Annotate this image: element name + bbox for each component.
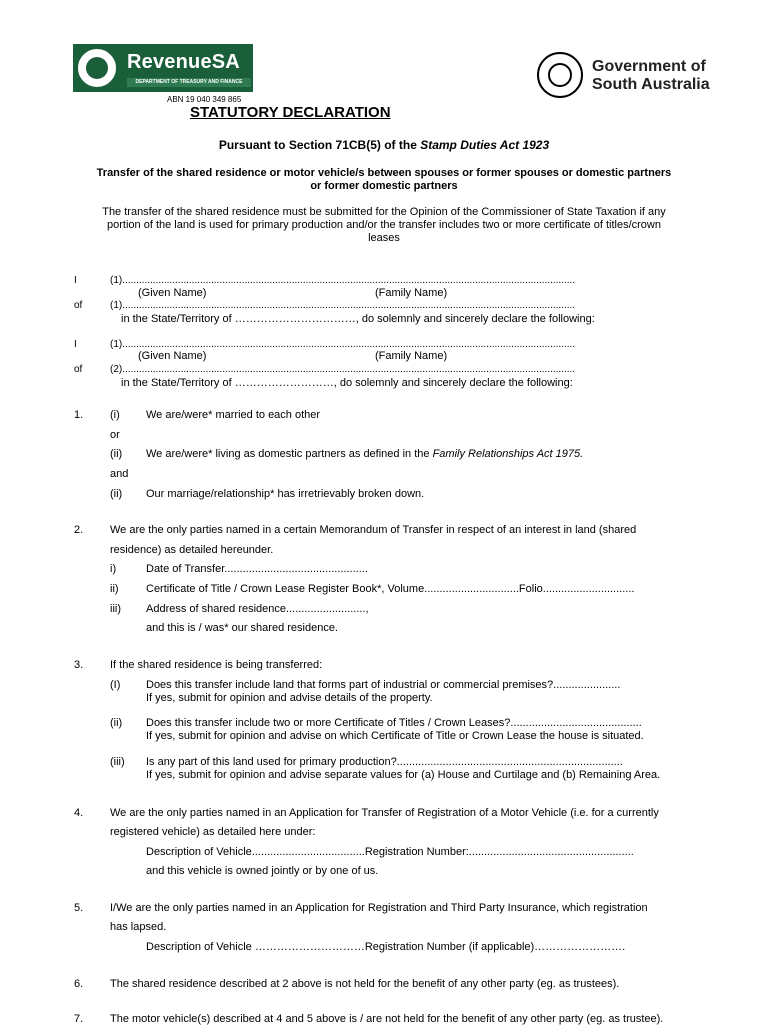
s4-line4: and this vehicle is owned jointly or by one of us. (146, 865, 379, 877)
s2-number: 2. (74, 524, 84, 536)
s1-iii-text: Our marriage/relationship* has irretrievably broken down. (146, 488, 425, 500)
s2-line2: residence) as detailed hereunder. (110, 544, 274, 556)
s6-line1: The shared residence described at 2 above is not held for the benefit of any other party (eg. as trustees). (110, 978, 620, 990)
s3-c-label: (iii) (110, 756, 125, 768)
government-seal-icon (537, 52, 583, 98)
s1-iii-label: (ii) (110, 488, 123, 500)
intro-line2: portion of the land is used for primary production and/or the transfer includes two or more certificate of titles/crown (107, 219, 661, 231)
s5-number: 5. (74, 902, 84, 914)
s2-c-text2: and this is / was* our shared residence. (146, 622, 338, 634)
s3-number: 3. (74, 659, 84, 671)
pursuant-line (0, 138, 768, 153)
s1-number: 1. (74, 409, 84, 421)
s5-line2: has lapsed. (110, 921, 167, 933)
s3-c-line1[interactable]: Is any part of this land used for primary production?.......................................................................... (146, 756, 623, 768)
s1-ii-act: Family Relationships Act 1975. (432, 448, 584, 460)
s2-c-label: iii) (110, 603, 121, 615)
s1-i-text: We are/were* married to each other (146, 409, 321, 421)
s7-line1: The motor vehicle(s) described at 4 and 5 above is / are not held for the benefit of any other party (eg. as trustee). (110, 1013, 664, 1025)
s1-i-label: (i) (110, 409, 120, 421)
s5-vehicle-field[interactable]: Description of Vehicle …………………………Registration Number (if applicable)……………………. (146, 941, 626, 953)
s3-intro: If the shared residence is being transferred: (110, 659, 323, 671)
s3-b-label: (ii) (110, 717, 123, 729)
s2-certificate-field[interactable]: Certificate of Title / Crown Lease Register Book*, Volume...............................Folio.............................. (146, 583, 635, 595)
declarant2-state-line: in the State/Territory of ………………………, do solemnly and sincerely declare the following: (121, 377, 573, 389)
revenuesa-logo-text: RevenueSA (127, 51, 240, 73)
s1-ii-label: (ii) (110, 448, 123, 460)
s4-number: 4. (74, 807, 84, 819)
south-australia-seal-icon (76, 47, 118, 89)
s1-ii-prefix: We are/were* living as domestic partners as defined in the (146, 448, 433, 460)
declarant1-i-label: I (74, 275, 77, 286)
gov-line2: South Australia (592, 76, 710, 93)
s2-line1: We are the only parties named in a certain Memorandum of Transfer in respect of an interest in land (shared (110, 524, 637, 536)
abn: ABN 19 040 349 865 (167, 95, 242, 104)
s5-line1: I/We are the only parties named in an Application for Registration and Third Party Insurance, which registration (110, 902, 648, 914)
s4-line1: We are the only parties named in an Application for Transfer of Registration of a Motor Vehicle (i.e. for a currently (110, 807, 659, 819)
s4-vehicle-field[interactable]: Description of Vehicle.....................................Registration Number:...................................................... (146, 846, 634, 858)
s3-a-label: (I) (110, 679, 121, 691)
subtitle-line1: Transfer of the shared residence or motor vehicle/s between spouses or former spouses or domestic partners (96, 167, 672, 179)
declarant1-name-field[interactable]: (1)................................................................................................................................................................... (110, 275, 576, 286)
s2-b-label: ii) (110, 583, 119, 595)
s2-address-field[interactable]: Address of shared residence.........................., (146, 603, 369, 615)
s1-or: or (110, 429, 120, 441)
declarant1-of-label: of (74, 300, 83, 311)
s6-number: 6. (74, 978, 84, 990)
intro-line3: leases (368, 232, 400, 244)
declarant1-family-label: (Family Name) (375, 287, 448, 299)
s4-line2: registered vehicle) as detailed here under: (110, 826, 316, 838)
s3-a-line2: If yes, submit for opinion and advise details of the property. (146, 692, 433, 704)
subtitle-line2: or former domestic partners (310, 180, 458, 192)
declarant1-given-label: (Given Name) (138, 287, 207, 299)
declarant1-address-field[interactable]: (1)................................................................................................................................................................... (110, 300, 576, 311)
s3-b-line2: If yes, submit for opinion and advise on which Certificate of Title or Crown Lease the house is situated. (146, 730, 644, 742)
s3-c-line2: If yes, submit for opinion and advise separate values for (a) House and Curtilage and (b) Remaining Area. (146, 769, 661, 781)
declarant2-i-label: I (74, 339, 77, 350)
intro-line1: The transfer of the shared residence must be submitted for the Opinion of the Commissioner of State Taxation if any (102, 206, 666, 218)
subtitle (60, 167, 708, 193)
government-logo-text (592, 58, 710, 94)
declarant2-given-label: (Given Name) (138, 350, 207, 362)
page-title: STATUTORY DECLARATION (190, 104, 391, 121)
s2-a-label: i) (110, 563, 117, 575)
pursuant-act: Stamp Duties Act 1923 (420, 138, 550, 152)
revenuesa-logo-subtext: DEPARTMENT OF TREASURY AND FINANCE (127, 78, 251, 87)
declarant2-family-label: (Family Name) (375, 350, 448, 362)
declarant2-of-label: of (74, 364, 83, 375)
declarant2-name-field[interactable]: (1)................................................................................................................................................................... (110, 339, 576, 350)
s7-number: 7. (74, 1013, 84, 1025)
s1-ii-text (146, 448, 583, 461)
declarant1-state-line: in the State/Territory of ……………………………, do solemnly and sincerely declare the following: (121, 313, 595, 325)
s1-and: and (110, 468, 129, 480)
declarant2-address-field[interactable]: (2)................................................................................................................................................................... (110, 364, 576, 375)
s3-a-line1[interactable]: Does this transfer include land that forms part of industrial or commercial premises?...................... (146, 679, 621, 691)
revenuesa-logo (73, 44, 253, 92)
s2-transfer-date-field[interactable]: Date of Transfer............................................... (146, 563, 368, 575)
gov-line1: Government of (592, 58, 706, 75)
pursuant-prefix: Pursuant to Section 71CB(5) of the (218, 138, 421, 152)
intro-paragraph (60, 206, 708, 245)
s3-b-line1[interactable]: Does this transfer include two or more Certificate of Titles / Crown Leases?........................................... (146, 717, 642, 729)
